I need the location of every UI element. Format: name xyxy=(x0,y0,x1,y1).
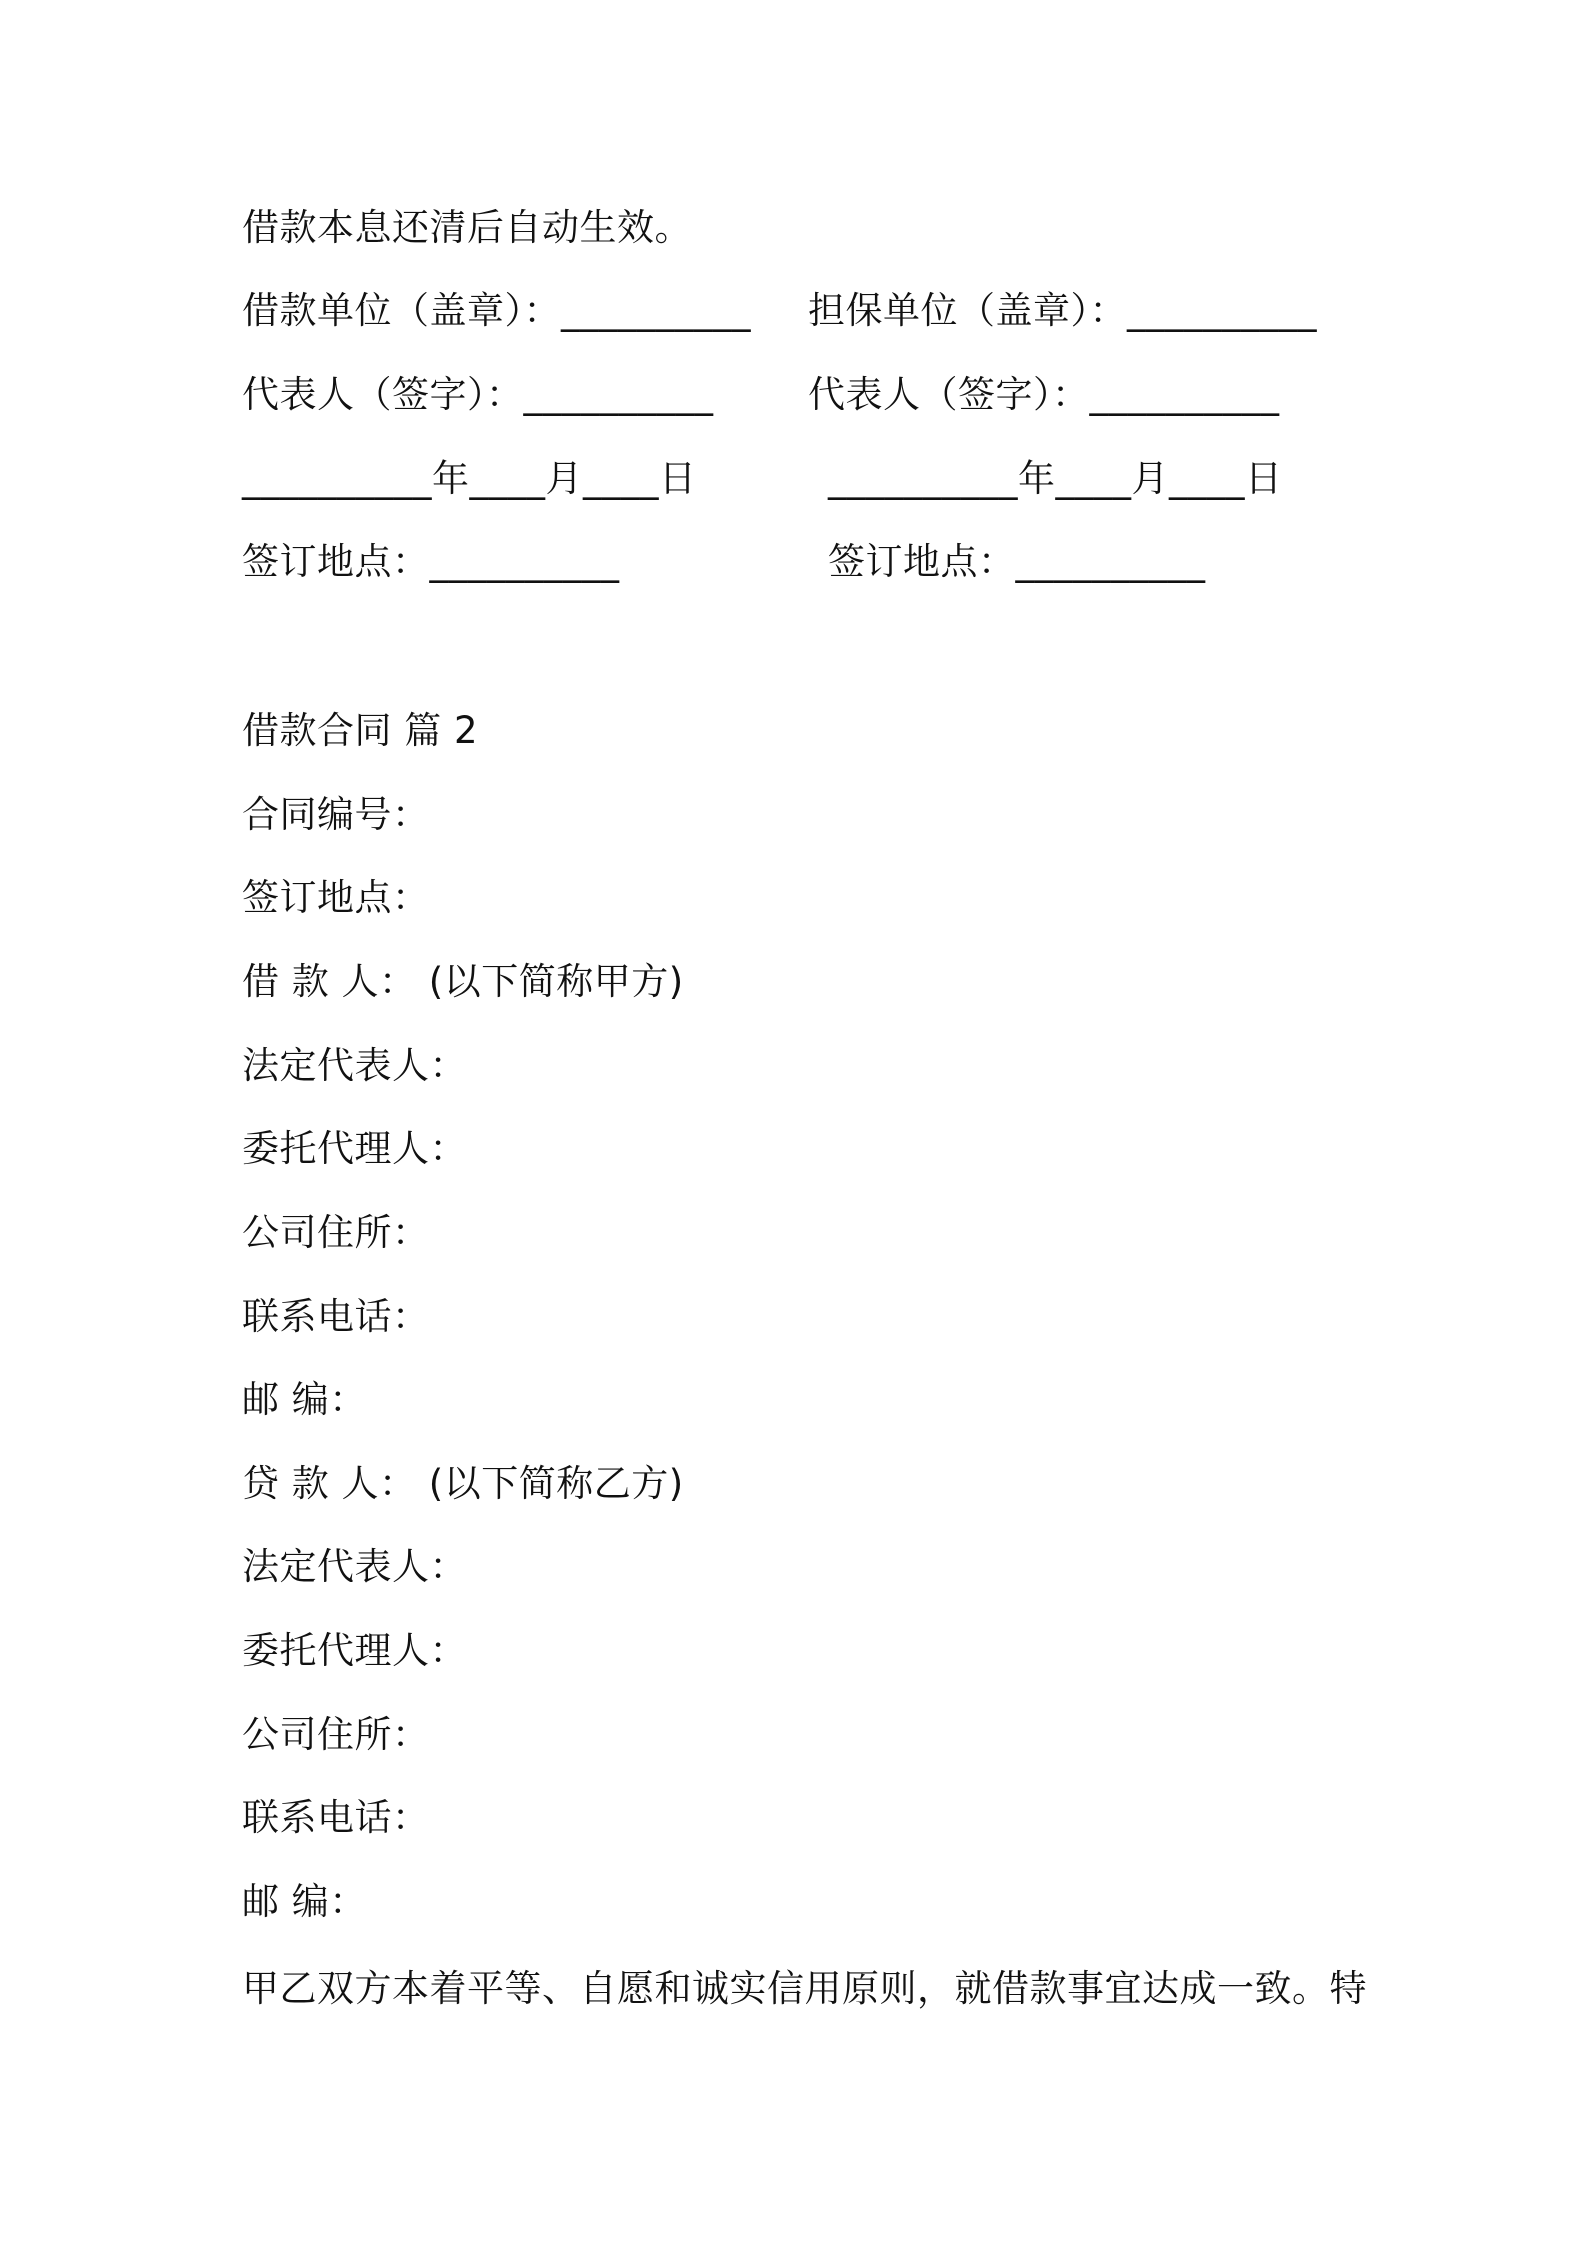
borrower-signing-place-field: 签订地点：__________ xyxy=(242,540,620,583)
borrower-address-label: 公司住所： xyxy=(242,1211,430,1254)
borrower-legal-rep-label: 法定代表人： xyxy=(242,1044,467,1087)
borrower-unit-seal-field: 借款单位（盖章）：__________ xyxy=(242,289,751,332)
borrower-phone-label: 联系电话： xyxy=(242,1295,430,1338)
borrower-agent-label: 委托代理人： xyxy=(242,1127,467,1170)
borrower-title: 借 款 人： (以下简称甲方) xyxy=(242,960,684,1003)
contract-number-label: 合同编号： xyxy=(242,793,430,836)
lender-title: 贷 款 人： (以下简称乙方) xyxy=(242,1462,684,1505)
guarantor-date-field: __________年____月____日 xyxy=(828,457,1283,500)
lender-postcode-label: 邮 编： xyxy=(242,1880,367,1923)
lender-agent-label: 委托代理人： xyxy=(242,1629,467,1672)
closing-line: 借款本息还清后自动生效。 xyxy=(242,206,692,249)
lender-phone-label: 联系电话： xyxy=(242,1796,430,1839)
lender-legal-rep-label: 法定代表人： xyxy=(242,1545,467,1588)
guarantor-unit-seal-field: 担保单位（盖章）：__________ xyxy=(808,289,1317,332)
guarantor-representative-field: 代表人（签字）：__________ xyxy=(808,373,1280,416)
lender-address-label: 公司住所： xyxy=(242,1713,430,1756)
signing-place-label: 签订地点： xyxy=(242,876,430,919)
guarantor-signing-place-field: 签订地点：__________ xyxy=(828,540,1206,583)
borrower-date-field: __________年____月____日 xyxy=(242,457,697,500)
borrower-postcode-label: 邮 编： xyxy=(242,1378,367,1421)
contract-heading: 借款合同 篇 2 xyxy=(242,709,479,752)
preamble-paragraph: 甲乙双方本着平等、自愿和诚实信用原则，就借款事宜达成一致。特 xyxy=(242,1967,1367,2010)
borrower-representative-field: 代表人（签字）：__________ xyxy=(242,373,714,416)
